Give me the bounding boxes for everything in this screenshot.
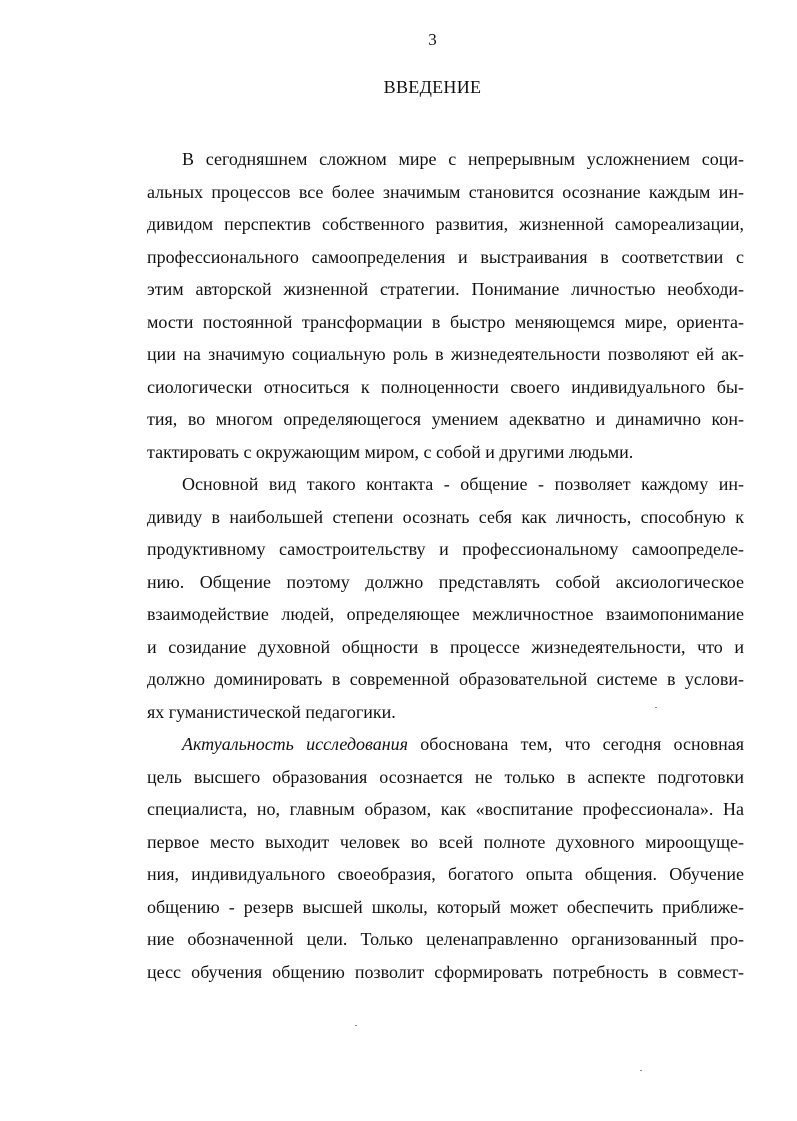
paragraph-intro xyxy=(147,143,744,468)
text-line: тия, во многом определяющегося умением адекватно и динамично кон- xyxy=(147,409,744,429)
text-line: нию. Общение поэтому должно представлять собой аксиологическое xyxy=(147,571,744,592)
italic-term: Актуальность исследования xyxy=(182,734,409,754)
body-text xyxy=(147,143,744,988)
page-number: 3 xyxy=(428,30,437,49)
text-line: этим авторской жизненной стратегии. Понимание личностью необходи- xyxy=(147,279,744,299)
text-line: цесс обучения общению позволит сформировать потребность в совмест- xyxy=(147,961,744,982)
paragraph-communication xyxy=(147,468,744,728)
paragraph-relevance xyxy=(147,728,744,988)
text-line: альных процессов все более значимым становится осознание каждым ин- xyxy=(147,181,744,202)
text-line: профессионального самоопределения и выстраивания в соответствии с xyxy=(147,246,744,267)
scan-speck xyxy=(355,1025,357,1026)
text-line: мости постоянной трансформации в быстро меняющемся мире, ориента- xyxy=(147,311,744,332)
section-title: ВВЕДЕНИЕ xyxy=(383,77,482,97)
text-line: тактировать с окружающим миром, с собой и другими людьми. xyxy=(147,441,634,462)
text-line: специалиста, но, главным образом, как «воспитание профессионала». На xyxy=(147,799,744,819)
text-line: общению - резерв высшей школы, который может обеспечить приближе- xyxy=(147,896,744,917)
text-fragment: обоснована тем, что сегодня основная xyxy=(408,734,745,754)
text-line: первое место выходит человек во всей полноте духовного мироощуще- xyxy=(147,831,744,852)
text-line: должно доминировать в современной образовательной системе в услови- xyxy=(147,669,744,689)
text-line: дивидом перспектив собственного развития, жизненной самореализации, xyxy=(147,214,744,234)
text-line: ях гуманистической педагогики. xyxy=(147,701,396,722)
text-line: ции на значимую социальную роль в жизнедеятельности позволяют ей ак- xyxy=(147,344,744,364)
scan-speck xyxy=(640,1070,642,1071)
text-line: взаимодействие людей, определяющее межличностное взаимопонимание xyxy=(147,604,744,624)
text-line xyxy=(147,728,744,761)
text-line: и созидание духовной общности в процессе жизнедеятельности, что и xyxy=(147,636,744,657)
text-line: В сегодняшнем сложном мире с непрерывным усложнением соци- xyxy=(182,149,744,169)
text-line: дивиду в наибольшей степени осознать себя как личность, способную к xyxy=(147,506,744,527)
text-line: ния, индивидуального своеобразия, богатого опыта общения. Обучение xyxy=(147,864,744,884)
text-line: цель высшего образования осознается не только в аспекте подготовки xyxy=(147,766,744,787)
text-line: продуктивному самостроительству и профессиональному самоопределе- xyxy=(147,539,744,559)
text-line: сиологически относиться к полноценности своего индивидуального бы- xyxy=(147,376,744,397)
text-line: Основной вид такого контакта - общение - позволяет каждому ин- xyxy=(182,474,744,494)
scan-speck xyxy=(655,707,657,708)
text-line: ние обозначенной цели. Только целенаправленно организованный про- xyxy=(147,929,744,949)
